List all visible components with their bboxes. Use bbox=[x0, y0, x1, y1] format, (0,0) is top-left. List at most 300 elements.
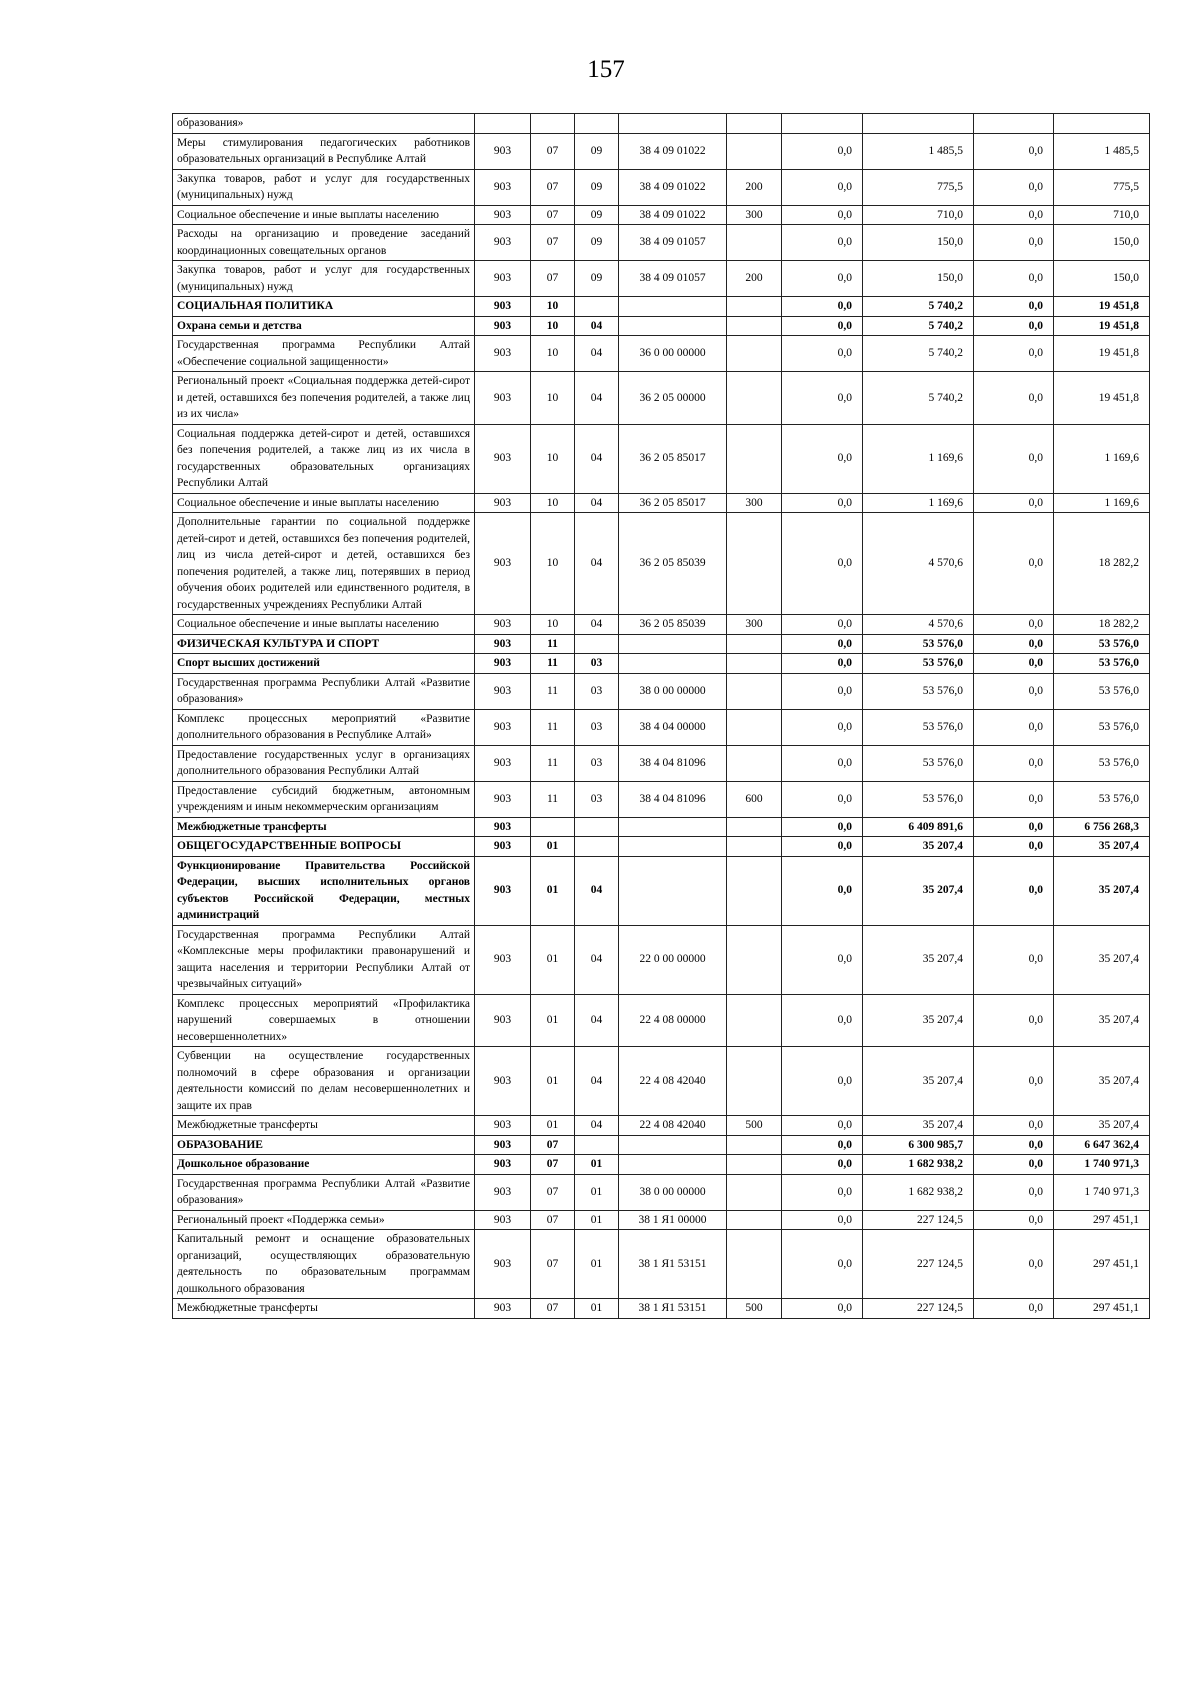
row-value-4-cell: 35 207,4 bbox=[1054, 1116, 1150, 1136]
row-value-3-cell: 0,0 bbox=[974, 615, 1054, 635]
row-target-article-cell: 36 2 05 00000 bbox=[619, 372, 727, 425]
row-section-cell: 10 bbox=[531, 493, 575, 513]
row-section-cell: 10 bbox=[531, 336, 575, 372]
row-section-cell: 07 bbox=[531, 1210, 575, 1230]
row-value-1-cell: 0,0 bbox=[782, 745, 863, 781]
row-value-1-cell: 0,0 bbox=[782, 781, 863, 817]
row-subsection-cell: 01 bbox=[575, 1230, 619, 1299]
row-target-article-cell: 38 0 00 00000 bbox=[619, 673, 727, 709]
row-name-cell: Капитальный ремонт и оснащение образовательных организаций, осуществляющих образовательную деятельность по образовательным программам дошкольного образования bbox=[173, 1230, 475, 1299]
row-section-cell: 11 bbox=[531, 654, 575, 674]
table-row bbox=[173, 297, 1150, 317]
row-value-3-cell: 0,0 bbox=[974, 781, 1054, 817]
row-subsection-cell bbox=[575, 634, 619, 654]
row-expense-type-cell bbox=[727, 372, 782, 425]
row-value-4-cell: 6 756 268,3 bbox=[1054, 817, 1150, 837]
row-ved-cell: 903 bbox=[475, 169, 531, 205]
table-row bbox=[173, 1299, 1150, 1319]
row-name-cell: Социальное обеспечение и иные выплаты населению bbox=[173, 615, 475, 635]
row-name-cell: Социальная поддержка детей-сирот и детей, оставшихся без попечения родителей, а также лиц из их числа в государственных образовательных организациях Республики Алтай bbox=[173, 424, 475, 493]
row-value-2-cell: 4 570,6 bbox=[863, 615, 974, 635]
row-target-article-cell: 38 4 09 01057 bbox=[619, 261, 727, 297]
table-row bbox=[173, 1116, 1150, 1136]
row-ved-cell: 903 bbox=[475, 1230, 531, 1299]
row-subsection-cell: 03 bbox=[575, 709, 619, 745]
row-value-4-cell: 297 451,1 bbox=[1054, 1299, 1150, 1319]
row-expense-type-cell bbox=[727, 513, 782, 615]
row-name-cell: Закупка товаров, работ и услуг для государственных (муниципальных) нужд bbox=[173, 169, 475, 205]
row-value-4-cell: 19 451,8 bbox=[1054, 297, 1150, 317]
row-subsection-cell: 04 bbox=[575, 1116, 619, 1136]
row-target-article-cell: 22 0 00 00000 bbox=[619, 925, 727, 994]
row-value-1-cell: 0,0 bbox=[782, 709, 863, 745]
row-value-2-cell: 150,0 bbox=[863, 261, 974, 297]
table-row bbox=[173, 424, 1150, 493]
row-value-4-cell: 150,0 bbox=[1054, 261, 1150, 297]
row-value-2-cell: 5 740,2 bbox=[863, 336, 974, 372]
row-value-4-cell: 53 576,0 bbox=[1054, 781, 1150, 817]
row-expense-type-cell bbox=[727, 654, 782, 674]
row-value-1-cell: 0,0 bbox=[782, 316, 863, 336]
row-section-cell bbox=[531, 817, 575, 837]
table-row bbox=[173, 513, 1150, 615]
row-name-cell: ОБЩЕГОСУДАРСТВЕННЫЕ ВОПРОСЫ bbox=[173, 837, 475, 857]
row-section-cell: 01 bbox=[531, 856, 575, 925]
row-subsection-cell: 01 bbox=[575, 1174, 619, 1210]
row-value-1-cell: 0,0 bbox=[782, 1230, 863, 1299]
row-target-article-cell bbox=[619, 1135, 727, 1155]
row-value-4-cell: 297 451,1 bbox=[1054, 1230, 1150, 1299]
row-value-3-cell: 0,0 bbox=[974, 994, 1054, 1047]
row-value-1-cell: 0,0 bbox=[782, 513, 863, 615]
row-name-cell: Предоставление государственных услуг в организациях дополнительного образования Республики Алтай bbox=[173, 745, 475, 781]
row-value-2-cell: 35 207,4 bbox=[863, 994, 974, 1047]
row-name-cell: Межбюджетные трансферты bbox=[173, 1299, 475, 1319]
row-target-article-cell bbox=[619, 297, 727, 317]
row-ved-cell: 903 bbox=[475, 856, 531, 925]
row-value-4-cell: 35 207,4 bbox=[1054, 856, 1150, 925]
row-target-article-cell bbox=[619, 654, 727, 674]
row-name-cell: Меры стимулирования педагогических работников образовательных организаций в Республике Алтай bbox=[173, 133, 475, 169]
row-value-1-cell: 0,0 bbox=[782, 1047, 863, 1116]
row-ved-cell: 903 bbox=[475, 336, 531, 372]
row-name-cell: Государственная программа Республики Алтай «Развитие образования» bbox=[173, 673, 475, 709]
row-value-4-cell: 35 207,4 bbox=[1054, 1047, 1150, 1116]
row-ved-cell: 903 bbox=[475, 1174, 531, 1210]
row-value-4-cell: 53 576,0 bbox=[1054, 745, 1150, 781]
row-subsection-cell bbox=[575, 837, 619, 857]
row-value-1-cell: 0,0 bbox=[782, 817, 863, 837]
row-value-2-cell: 227 124,5 bbox=[863, 1210, 974, 1230]
row-name-cell: Спорт высших достижений bbox=[173, 654, 475, 674]
row-value-4-cell: 1 485,5 bbox=[1054, 133, 1150, 169]
row-expense-type-cell: 300 bbox=[727, 205, 782, 225]
row-ved-cell: 903 bbox=[475, 424, 531, 493]
row-ved-cell: 903 bbox=[475, 837, 531, 857]
row-subsection-cell: 03 bbox=[575, 654, 619, 674]
row-expense-type-cell bbox=[727, 634, 782, 654]
row-value-3-cell: 0,0 bbox=[974, 493, 1054, 513]
row-value-4-cell: 53 576,0 bbox=[1054, 634, 1150, 654]
table-row bbox=[173, 745, 1150, 781]
row-subsection-cell bbox=[575, 1135, 619, 1155]
row-name-cell: Расходы на организацию и проведение заседаний координационных совещательных органов bbox=[173, 225, 475, 261]
row-expense-type-cell bbox=[727, 424, 782, 493]
row-value-4-cell: 19 451,8 bbox=[1054, 336, 1150, 372]
table-row bbox=[173, 781, 1150, 817]
row-name-cell: образования» bbox=[173, 114, 475, 134]
row-value-2-cell: 35 207,4 bbox=[863, 925, 974, 994]
row-name-cell: Охрана семьи и детства bbox=[173, 316, 475, 336]
row-target-article-cell: 38 1 Я1 00000 bbox=[619, 1210, 727, 1230]
row-expense-type-cell: 500 bbox=[727, 1116, 782, 1136]
row-section-cell: 07 bbox=[531, 1299, 575, 1319]
table-row bbox=[173, 493, 1150, 513]
row-subsection-cell: 03 bbox=[575, 745, 619, 781]
row-target-article-cell: 38 1 Я1 53151 bbox=[619, 1299, 727, 1319]
row-ved-cell: 903 bbox=[475, 1299, 531, 1319]
table-row bbox=[173, 114, 1150, 134]
row-value-1-cell: 0,0 bbox=[782, 261, 863, 297]
row-ved-cell: 903 bbox=[475, 1047, 531, 1116]
row-value-4-cell: 775,5 bbox=[1054, 169, 1150, 205]
table-row bbox=[173, 205, 1150, 225]
row-subsection-cell bbox=[575, 297, 619, 317]
row-value-1-cell: 0,0 bbox=[782, 1155, 863, 1175]
row-ved-cell: 903 bbox=[475, 225, 531, 261]
row-value-1-cell: 0,0 bbox=[782, 673, 863, 709]
row-value-2-cell: 1 485,5 bbox=[863, 133, 974, 169]
row-expense-type-cell bbox=[727, 316, 782, 336]
table-row bbox=[173, 1155, 1150, 1175]
row-expense-type-cell bbox=[727, 133, 782, 169]
row-expense-type-cell bbox=[727, 817, 782, 837]
row-subsection-cell bbox=[575, 817, 619, 837]
row-subsection-cell: 04 bbox=[575, 856, 619, 925]
row-value-3-cell: 0,0 bbox=[974, 316, 1054, 336]
row-ved-cell: 903 bbox=[475, 513, 531, 615]
row-value-2-cell: 150,0 bbox=[863, 225, 974, 261]
row-name-cell: Субвенции на осуществление государственных полномочий в сфере образования и организации деятельности комиссий по делам несовершеннолетних и защите их прав bbox=[173, 1047, 475, 1116]
row-subsection-cell: 04 bbox=[575, 372, 619, 425]
row-value-2-cell: 1 169,6 bbox=[863, 493, 974, 513]
row-value-3-cell: 0,0 bbox=[974, 654, 1054, 674]
row-value-1-cell: 0,0 bbox=[782, 1135, 863, 1155]
row-value-3-cell: 0,0 bbox=[974, 1210, 1054, 1230]
table-row bbox=[173, 673, 1150, 709]
row-subsection-cell: 04 bbox=[575, 336, 619, 372]
table-row bbox=[173, 817, 1150, 837]
row-value-3-cell: 0,0 bbox=[974, 513, 1054, 615]
row-subsection-cell: 04 bbox=[575, 424, 619, 493]
row-ved-cell: 903 bbox=[475, 297, 531, 317]
row-value-1-cell: 0,0 bbox=[782, 925, 863, 994]
row-ved-cell: 903 bbox=[475, 745, 531, 781]
row-subsection-cell: 04 bbox=[575, 493, 619, 513]
row-ved-cell: 903 bbox=[475, 994, 531, 1047]
row-expense-type-cell bbox=[727, 1174, 782, 1210]
row-value-4-cell: 35 207,4 bbox=[1054, 837, 1150, 857]
row-value-1-cell: 0,0 bbox=[782, 297, 863, 317]
row-value-4-cell: 53 576,0 bbox=[1054, 654, 1150, 674]
row-value-3-cell: 0,0 bbox=[974, 169, 1054, 205]
row-value-1-cell: 0,0 bbox=[782, 133, 863, 169]
row-expense-type-cell bbox=[727, 837, 782, 857]
row-section-cell: 07 bbox=[531, 133, 575, 169]
row-value-1-cell: 0,0 bbox=[782, 634, 863, 654]
row-value-3-cell: 0,0 bbox=[974, 225, 1054, 261]
table-row bbox=[173, 856, 1150, 925]
row-ved-cell: 903 bbox=[475, 634, 531, 654]
row-value-4-cell: 35 207,4 bbox=[1054, 925, 1150, 994]
row-value-3-cell: 0,0 bbox=[974, 372, 1054, 425]
table-row bbox=[173, 133, 1150, 169]
row-ved-cell: 903 bbox=[475, 133, 531, 169]
row-target-article-cell: 38 1 Я1 53151 bbox=[619, 1230, 727, 1299]
row-expense-type-cell bbox=[727, 225, 782, 261]
row-value-4-cell: 35 207,4 bbox=[1054, 994, 1150, 1047]
row-section-cell: 10 bbox=[531, 297, 575, 317]
row-section-cell: 01 bbox=[531, 994, 575, 1047]
row-expense-type-cell bbox=[727, 1135, 782, 1155]
row-subsection-cell: 09 bbox=[575, 261, 619, 297]
row-value-2-cell: 710,0 bbox=[863, 205, 974, 225]
row-value-2-cell: 53 576,0 bbox=[863, 709, 974, 745]
row-ved-cell: 903 bbox=[475, 781, 531, 817]
row-expense-type-cell: 500 bbox=[727, 1299, 782, 1319]
row-value-4-cell: 1 169,6 bbox=[1054, 424, 1150, 493]
row-expense-type-cell bbox=[727, 336, 782, 372]
row-value-3-cell: 0,0 bbox=[974, 634, 1054, 654]
table-row bbox=[173, 709, 1150, 745]
budget-table-body bbox=[173, 114, 1150, 1319]
row-value-3-cell: 0,0 bbox=[974, 1230, 1054, 1299]
row-value-1-cell: 0,0 bbox=[782, 169, 863, 205]
row-value-2-cell: 53 576,0 bbox=[863, 673, 974, 709]
row-value-2-cell: 35 207,4 bbox=[863, 1047, 974, 1116]
row-ved-cell: 903 bbox=[475, 1155, 531, 1175]
table-row bbox=[173, 1174, 1150, 1210]
row-value-3-cell: 0,0 bbox=[974, 837, 1054, 857]
row-section-cell: 11 bbox=[531, 781, 575, 817]
row-value-2-cell: 4 570,6 bbox=[863, 513, 974, 615]
row-target-article-cell bbox=[619, 817, 727, 837]
table-row bbox=[173, 654, 1150, 674]
row-value-1-cell: 0,0 bbox=[782, 336, 863, 372]
row-ved-cell: 903 bbox=[475, 615, 531, 635]
row-subsection-cell bbox=[575, 114, 619, 134]
row-value-4-cell: 53 576,0 bbox=[1054, 673, 1150, 709]
row-target-article-cell bbox=[619, 634, 727, 654]
row-value-3-cell: 0,0 bbox=[974, 205, 1054, 225]
row-expense-type-cell bbox=[727, 1210, 782, 1230]
row-subsection-cell: 01 bbox=[575, 1299, 619, 1319]
row-section-cell bbox=[531, 114, 575, 134]
row-expense-type-cell bbox=[727, 994, 782, 1047]
row-expense-type-cell bbox=[727, 745, 782, 781]
row-value-3-cell: 0,0 bbox=[974, 673, 1054, 709]
row-value-3-cell: 0,0 bbox=[974, 856, 1054, 925]
row-expense-type-cell bbox=[727, 114, 782, 134]
table-row bbox=[173, 169, 1150, 205]
row-value-2-cell: 35 207,4 bbox=[863, 837, 974, 857]
table-row bbox=[173, 261, 1150, 297]
row-ved-cell: 903 bbox=[475, 1210, 531, 1230]
row-name-cell: Социальное обеспечение и иные выплаты населению bbox=[173, 493, 475, 513]
row-value-2-cell: 53 576,0 bbox=[863, 781, 974, 817]
row-section-cell: 10 bbox=[531, 372, 575, 425]
row-ved-cell: 903 bbox=[475, 654, 531, 674]
row-section-cell: 01 bbox=[531, 925, 575, 994]
row-value-4-cell: 1 740 971,3 bbox=[1054, 1174, 1150, 1210]
row-value-3-cell: 0,0 bbox=[974, 1155, 1054, 1175]
row-ved-cell: 903 bbox=[475, 673, 531, 709]
row-value-2-cell: 775,5 bbox=[863, 169, 974, 205]
row-name-cell: Государственная программа Республики Алтай «Обеспечение социальной защищенности» bbox=[173, 336, 475, 372]
row-value-3-cell: 0,0 bbox=[974, 1116, 1054, 1136]
row-ved-cell: 903 bbox=[475, 261, 531, 297]
row-target-article-cell: 22 4 08 00000 bbox=[619, 994, 727, 1047]
row-name-cell: Государственная программа Республики Алтай «Развитие образования» bbox=[173, 1174, 475, 1210]
row-target-article-cell bbox=[619, 114, 727, 134]
row-value-4-cell: 18 282,2 bbox=[1054, 513, 1150, 615]
row-value-2-cell: 6 300 985,7 bbox=[863, 1135, 974, 1155]
row-section-cell: 11 bbox=[531, 709, 575, 745]
table-row bbox=[173, 316, 1150, 336]
row-subsection-cell: 01 bbox=[575, 1155, 619, 1175]
row-section-cell: 01 bbox=[531, 1116, 575, 1136]
row-subsection-cell: 09 bbox=[575, 169, 619, 205]
row-name-cell: Комплекс процессных мероприятий «Развитие дополнительного образования в Республике Алтай» bbox=[173, 709, 475, 745]
table-row bbox=[173, 994, 1150, 1047]
row-value-1-cell: 0,0 bbox=[782, 856, 863, 925]
row-target-article-cell: 22 4 08 42040 bbox=[619, 1047, 727, 1116]
row-section-cell: 10 bbox=[531, 513, 575, 615]
row-value-4-cell: 53 576,0 bbox=[1054, 709, 1150, 745]
row-section-cell: 01 bbox=[531, 837, 575, 857]
row-name-cell: Региональный проект «Социальная поддержка детей-сирот и детей, оставшихся без попечения родителей, а также лиц из их числа» bbox=[173, 372, 475, 425]
row-value-3-cell: 0,0 bbox=[974, 133, 1054, 169]
row-value-2-cell: 1 169,6 bbox=[863, 424, 974, 493]
row-section-cell: 10 bbox=[531, 615, 575, 635]
row-subsection-cell: 04 bbox=[575, 994, 619, 1047]
row-section-cell: 10 bbox=[531, 316, 575, 336]
row-section-cell: 01 bbox=[531, 1047, 575, 1116]
row-value-3-cell: 0,0 bbox=[974, 745, 1054, 781]
row-name-cell: Межбюджетные трансферты bbox=[173, 1116, 475, 1136]
row-value-2-cell: 6 409 891,6 bbox=[863, 817, 974, 837]
row-value-2-cell: 5 740,2 bbox=[863, 316, 974, 336]
row-subsection-cell: 04 bbox=[575, 513, 619, 615]
row-value-3-cell: 0,0 bbox=[974, 1299, 1054, 1319]
row-subsection-cell: 03 bbox=[575, 673, 619, 709]
row-ved-cell: 903 bbox=[475, 205, 531, 225]
row-expense-type-cell: 300 bbox=[727, 493, 782, 513]
row-value-1-cell: 0,0 bbox=[782, 1174, 863, 1210]
row-expense-type-cell bbox=[727, 1230, 782, 1299]
row-value-4-cell: 6 647 362,4 bbox=[1054, 1135, 1150, 1155]
row-value-4-cell: 150,0 bbox=[1054, 225, 1150, 261]
row-expense-type-cell bbox=[727, 673, 782, 709]
row-target-article-cell: 38 4 09 01022 bbox=[619, 205, 727, 225]
table-row bbox=[173, 1210, 1150, 1230]
row-target-article-cell: 36 2 05 85039 bbox=[619, 615, 727, 635]
row-name-cell: СОЦИАЛЬНАЯ ПОЛИТИКА bbox=[173, 297, 475, 317]
row-target-article-cell bbox=[619, 856, 727, 925]
row-value-1-cell: 0,0 bbox=[782, 372, 863, 425]
row-target-article-cell: 38 4 09 01022 bbox=[619, 133, 727, 169]
table-row bbox=[173, 1135, 1150, 1155]
row-subsection-cell: 04 bbox=[575, 925, 619, 994]
row-value-1-cell: 0,0 bbox=[782, 1210, 863, 1230]
row-value-4-cell: 19 451,8 bbox=[1054, 372, 1150, 425]
row-value-2-cell: 53 576,0 bbox=[863, 654, 974, 674]
row-name-cell: Дополнительные гарантии по социальной поддержке детей-сирот и детей, оставшихся без попечения родителей, лиц из числа детей-сирот и детей, оставшихся без попечения родителей, а также лиц, потерявших в период обучения обоих родителей или единственного родителя, в государственных учреждениях Республики Алтай bbox=[173, 513, 475, 615]
row-ved-cell: 903 bbox=[475, 1135, 531, 1155]
row-expense-type-cell bbox=[727, 1155, 782, 1175]
row-ved-cell: 903 bbox=[475, 493, 531, 513]
table-row bbox=[173, 837, 1150, 857]
row-value-3-cell bbox=[974, 114, 1054, 134]
row-value-4-cell: 1 740 971,3 bbox=[1054, 1155, 1150, 1175]
row-value-3-cell: 0,0 bbox=[974, 297, 1054, 317]
row-subsection-cell: 09 bbox=[575, 205, 619, 225]
row-value-3-cell: 0,0 bbox=[974, 336, 1054, 372]
row-value-2-cell: 1 682 938,2 bbox=[863, 1174, 974, 1210]
row-value-3-cell: 0,0 bbox=[974, 261, 1054, 297]
row-name-cell: Региональный проект «Поддержка семьи» bbox=[173, 1210, 475, 1230]
row-value-3-cell: 0,0 bbox=[974, 424, 1054, 493]
row-value-2-cell: 35 207,4 bbox=[863, 856, 974, 925]
row-value-2-cell: 35 207,4 bbox=[863, 1116, 974, 1136]
row-ved-cell: 903 bbox=[475, 1116, 531, 1136]
row-name-cell: Функционирование Правительства Российской Федерации, высших исполнительных органов субъектов Российской Федерации, местных администраций bbox=[173, 856, 475, 925]
row-subsection-cell: 09 bbox=[575, 133, 619, 169]
row-ved-cell: 903 bbox=[475, 817, 531, 837]
row-expense-type-cell bbox=[727, 709, 782, 745]
row-value-1-cell: 0,0 bbox=[782, 493, 863, 513]
row-subsection-cell: 04 bbox=[575, 316, 619, 336]
row-target-article-cell: 38 4 04 00000 bbox=[619, 709, 727, 745]
row-name-cell: Межбюджетные трансферты bbox=[173, 817, 475, 837]
row-target-article-cell: 38 4 09 01057 bbox=[619, 225, 727, 261]
row-ved-cell bbox=[475, 114, 531, 134]
table-row bbox=[173, 336, 1150, 372]
table-row bbox=[173, 372, 1150, 425]
row-value-2-cell: 53 576,0 bbox=[863, 745, 974, 781]
table-row bbox=[173, 1230, 1150, 1299]
row-value-4-cell: 710,0 bbox=[1054, 205, 1150, 225]
row-value-4-cell: 1 169,6 bbox=[1054, 493, 1150, 513]
row-target-article-cell bbox=[619, 1155, 727, 1175]
row-value-4-cell bbox=[1054, 114, 1150, 134]
row-value-4-cell: 297 451,1 bbox=[1054, 1210, 1150, 1230]
row-name-cell: Социальное обеспечение и иные выплаты населению bbox=[173, 205, 475, 225]
row-section-cell: 11 bbox=[531, 634, 575, 654]
row-expense-type-cell bbox=[727, 297, 782, 317]
row-subsection-cell: 03 bbox=[575, 781, 619, 817]
row-value-1-cell: 0,0 bbox=[782, 654, 863, 674]
row-target-article-cell bbox=[619, 316, 727, 336]
table-row bbox=[173, 634, 1150, 654]
row-value-2-cell: 5 740,2 bbox=[863, 297, 974, 317]
row-value-3-cell: 0,0 bbox=[974, 817, 1054, 837]
table-row bbox=[173, 615, 1150, 635]
row-value-1-cell: 0,0 bbox=[782, 1116, 863, 1136]
row-value-3-cell: 0,0 bbox=[974, 1174, 1054, 1210]
row-section-cell: 10 bbox=[531, 424, 575, 493]
row-value-2-cell: 5 740,2 bbox=[863, 372, 974, 425]
